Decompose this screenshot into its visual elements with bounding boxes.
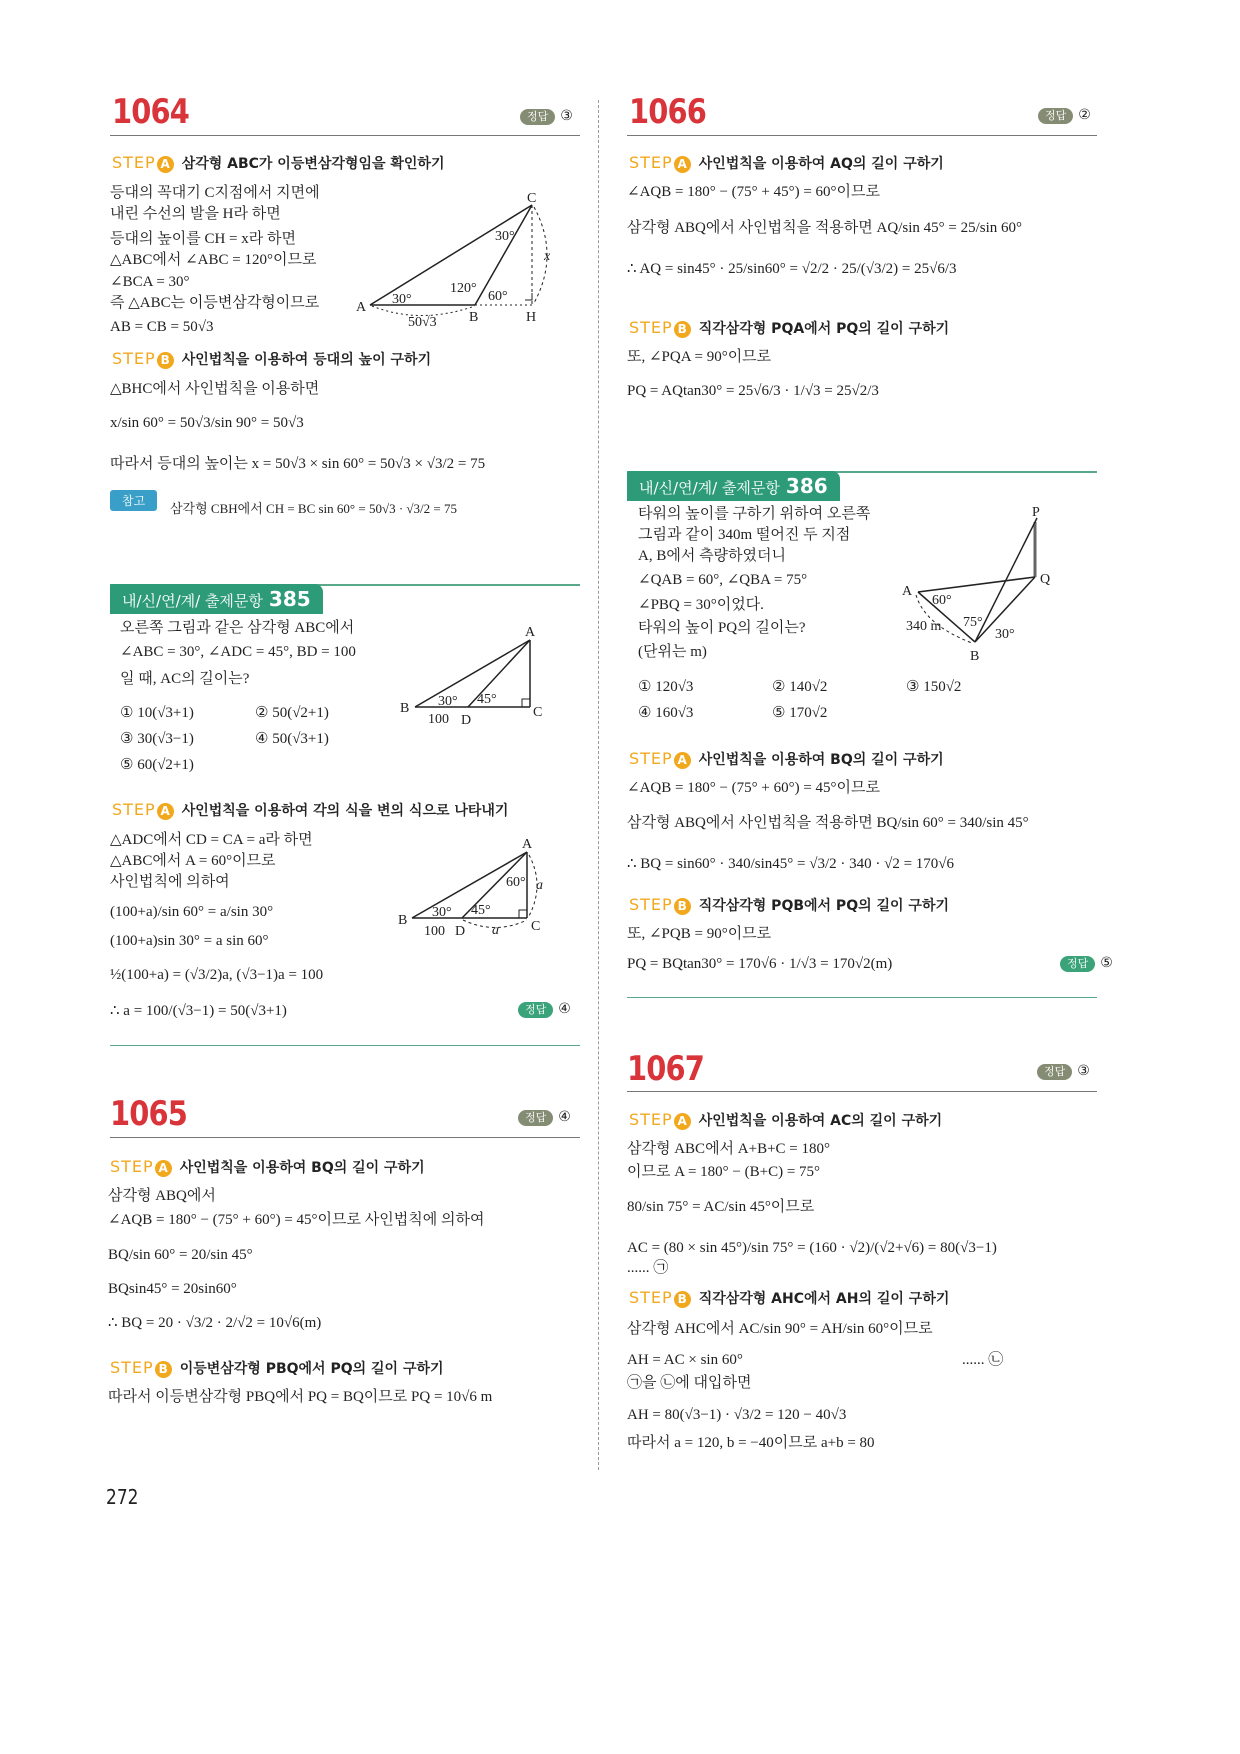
fig-label: A: [522, 837, 533, 852]
divider: [627, 997, 1097, 998]
answer-badge: 정답: [518, 1002, 553, 1018]
text-line: ∠BCA = 30°: [110, 274, 190, 290]
step-title: 삼각형 ABC가 이등변삼각형임을 확인하기: [181, 156, 445, 172]
text-line: 따라서 a = 120, b = −40이므로 a+b = 80: [627, 1435, 875, 1451]
text-line: △ABC에서 A = 60°이므로: [110, 853, 276, 869]
text-line: 등대의 높이를 CH = x라 하면: [110, 231, 296, 247]
text-line: 사인법칙에 의하여: [110, 874, 230, 890]
exam-box-header: [627, 471, 840, 501]
step-label: STEP: [629, 749, 673, 768]
step-label: STEP: [629, 895, 673, 914]
choice: ⑤ 60(√2+1): [120, 757, 194, 773]
choice: ④ 50(√3+1): [255, 731, 329, 747]
equation-mark: ...... ㉡: [962, 1352, 1004, 1368]
column-divider: [598, 100, 599, 1470]
choice: ① 10(√3+1): [120, 705, 194, 721]
fig-label: x: [544, 249, 551, 264]
question-line: ∠QAB = 60°, ∠QBA = 75°: [638, 572, 808, 588]
answer-badge: 정답: [520, 109, 555, 125]
answer-value: ④: [558, 1001, 571, 1017]
text-line: AB = CB = 50√3: [110, 319, 214, 335]
equation: BQsin45° = 20sin60°: [108, 1281, 237, 1297]
equation: ∴ BQ = sin60° · 340/sin45° = √3/2 · 340 · √2 = 170√6: [627, 856, 955, 872]
problem-number: 1067: [627, 1049, 705, 1089]
equation: 따라서 등대의 높이는 x = 50√3 × sin 60° = 50√3 × √3/2 = 75: [110, 456, 486, 472]
text-line: 등대의 꼭대기 C지점에서 지면에: [110, 185, 320, 201]
divider: [110, 1137, 580, 1138]
step-title: 사인법칙을 이용하여 BQ의 길이 구하기: [179, 1160, 425, 1176]
exam-number: 386: [785, 474, 828, 498]
choice: ③ 150√2: [906, 679, 962, 695]
equation: AH = 80(√3−1) · √3/2 = 120 − 40√3: [627, 1407, 847, 1423]
step-label: STEP: [629, 1110, 673, 1129]
step-badge: B: [674, 898, 691, 915]
fig-label: C: [533, 705, 543, 720]
step-label: STEP: [110, 1157, 154, 1176]
step-label: STEP: [629, 153, 673, 172]
answer: [1037, 1063, 1090, 1080]
fig-label: D: [455, 924, 466, 939]
text-line: 즉 △ABC는 이등변삼각형이므로: [110, 295, 320, 311]
exam-box-label: 내/신/연/계/ 출제문항: [122, 592, 263, 610]
text-line: ∠AQB = 180° − (75° + 60°) = 45°이므로: [627, 780, 881, 796]
text-line: △ABC에서 ∠ABC = 120°이므로: [110, 252, 317, 268]
question-line: 일 때, AC의 길이는?: [120, 671, 250, 687]
step-title: 직각삼각형 PQA에서 PQ의 길이 구하기: [698, 321, 950, 337]
choice: ⑤ 170√2: [772, 705, 828, 721]
step-b-heading: [112, 350, 431, 369]
fig-label: 30°: [995, 627, 1015, 642]
step-label: STEP: [629, 318, 673, 337]
choice: ② 50(√2+1): [255, 705, 329, 721]
step-title: 사인법칙을 이용하여 등대의 높이 구하기: [181, 352, 432, 368]
fig-label: 30°: [495, 229, 515, 244]
answer-badge: 정답: [1060, 956, 1095, 972]
fig-label: 30°: [438, 694, 458, 709]
step-title: 이등변삼각형 PBQ에서 PQ의 길이 구하기: [179, 1361, 444, 1377]
equation: BQ/sin 60° = 20/sin 45°: [108, 1247, 253, 1263]
problem-number: 1066: [629, 92, 707, 132]
answer-value: ③: [1077, 1063, 1090, 1079]
answer: [1038, 107, 1091, 124]
answer-value: ⑤: [1100, 955, 1113, 971]
equation: PQ = AQtan30° = 25√6/3 · 1/√3 = 25√2/3: [627, 383, 879, 399]
step-label: STEP: [112, 349, 156, 368]
problem-number: 1065: [110, 1094, 188, 1134]
page-number: 272: [106, 1485, 139, 1509]
fig-label: 45°: [471, 903, 491, 918]
step-badge: B: [155, 1361, 172, 1378]
equation: 80/sin 75° = AC/sin 45°이므로: [627, 1199, 815, 1215]
step-a-heading: [112, 154, 444, 173]
fig-label: a: [492, 923, 499, 938]
text-line: ∠AQB = 180° − (75° + 60°) = 45°이므로 사인법칙에 의하여: [108, 1212, 485, 1228]
equation: (100+a)sin 30° = a sin 60°: [110, 933, 269, 949]
equation: AC = (80 × sin 45°)/sin 75° = (160 · √2)/(√2+√6) = 80(√3−1): [627, 1240, 997, 1256]
question-line: 그림과 같이 340m 떨어진 두 지점: [638, 527, 851, 543]
fig-label: A: [525, 625, 536, 640]
step-label: STEP: [629, 1288, 673, 1307]
step-a-heading: [110, 1158, 425, 1177]
question-line: ∠ABC = 30°, ∠ADC = 45°, BD = 100: [120, 644, 356, 660]
text-line: 삼각형 ABC에서 A+B+C = 180°: [627, 1141, 831, 1157]
fig-label: 340 m: [906, 619, 942, 634]
step-a-heading: [629, 154, 944, 173]
fig-label: B: [469, 310, 479, 325]
fig-label: 100: [428, 712, 449, 727]
fig-label: B: [400, 701, 410, 716]
step-title: 사인법칙을 이용하여 각의 식을 변의 식으로 나타내기: [181, 803, 509, 819]
text-line: △BHC에서 사인법칙을 이용하면: [110, 381, 320, 397]
problem-number: 1064: [112, 92, 190, 132]
fig-label: 120°: [450, 281, 477, 296]
step-badge: A: [674, 1113, 691, 1130]
step-badge: B: [157, 352, 174, 369]
exam-number: 385: [268, 587, 311, 611]
fig-label: B: [970, 649, 980, 664]
equation: ∴ a = 100/(√3−1) = 50(√3+1): [110, 1003, 287, 1019]
fig-label: B: [398, 913, 408, 928]
step-label: STEP: [110, 1358, 154, 1377]
note-badge: 참고: [110, 490, 157, 511]
question-line: A, B에서 측량하였더니: [638, 548, 787, 564]
fig-label: 60°: [932, 593, 952, 608]
text-line: 삼각형 ABQ에서: [108, 1188, 216, 1204]
exam-box-label: 내/신/연/계/ 출제문항: [639, 479, 780, 497]
fig-label: 50√3: [408, 315, 437, 330]
question-line: ∠PBQ = 30°이었다.: [638, 597, 764, 613]
divider: [627, 135, 1097, 136]
fig-label: P: [1032, 505, 1040, 520]
text-line: △ADC에서 CD = CA = a라 하면: [110, 832, 313, 848]
fig-label: 45°: [477, 692, 497, 707]
step-badge: A: [157, 156, 174, 173]
fig-label: C: [527, 191, 537, 206]
divider: [110, 1045, 580, 1046]
choice: ③ 30(√3−1): [120, 731, 194, 747]
fig-label: Q: [1040, 572, 1051, 587]
equation: x/sin 60° = 50√3/sin 90° = 50√3: [110, 415, 304, 431]
text-line: 또, ∠PQA = 90°이므로: [627, 349, 772, 365]
step-a-heading: [629, 1111, 942, 1130]
answer-badge: 정답: [518, 1110, 553, 1126]
step-badge: A: [674, 156, 691, 173]
fig-label: 30°: [392, 292, 412, 307]
equation: 삼각형 AHC에서 AC/sin 90° = AH/sin 60°이므로: [627, 1321, 933, 1337]
step-title: 사인법칙을 이용하여 AQ의 길이 구하기: [698, 156, 944, 172]
step-badge: B: [674, 1291, 691, 1308]
equation: ∴ BQ = 20 · √3/2 · 2/√2 = 10√6(m): [108, 1315, 322, 1331]
question-line: 타워의 높이를 구하기 위하여 오른쪽: [638, 506, 871, 522]
fig-label: C: [531, 919, 541, 934]
note-text: 삼각형 CBH에서 CH = BC sin 60° = 50√3 · √3/2 = 75: [170, 501, 457, 516]
step-b-heading: [629, 896, 949, 915]
fig-label: 75°: [963, 615, 983, 630]
fig-label: 100: [424, 924, 445, 939]
fig-label: H: [526, 310, 537, 325]
question-line: 타워의 높이 PQ의 길이는?: [638, 620, 806, 636]
text-line: 따라서 이등변삼각형 PBQ에서 PQ = BQ이므로 PQ = 10√6 m: [108, 1389, 493, 1405]
answer-value: ②: [1078, 107, 1091, 123]
fig-label: A: [902, 584, 913, 599]
answer: [1060, 955, 1113, 972]
step-badge: A: [157, 803, 174, 820]
text-line: 또, ∠PQB = 90°이므로: [627, 926, 772, 942]
equation: 삼각형 ABQ에서 사인법칙을 적용하면 AQ/sin 45° = 25/sin 60°: [627, 220, 1022, 236]
fig-label: a: [536, 878, 543, 893]
step-label: STEP: [112, 800, 156, 819]
text-line: ∠AQB = 180° − (75° + 45°) = 60°이므로: [627, 184, 881, 200]
equation: ½(100+a) = (√3/2)a, (√3−1)a = 100: [110, 967, 324, 983]
choice: ① 120√3: [638, 679, 694, 695]
step-b-heading: [629, 319, 949, 338]
step-title: 사인법칙을 이용하여 BQ의 길이 구하기: [698, 752, 944, 768]
text-line: 내린 수선의 발을 H라 하면: [110, 206, 281, 222]
equation: 삼각형 ABQ에서 사인법칙을 적용하면 BQ/sin 60° = 340/sin 45°: [627, 815, 1029, 831]
step-a-heading: [629, 750, 944, 769]
step-b-heading: [629, 1289, 949, 1308]
equation: (100+a)/sin 60° = a/sin 30°: [110, 904, 274, 920]
answer-badge: 정답: [1037, 1064, 1072, 1080]
step-badge: A: [155, 1160, 172, 1177]
answer: [520, 108, 573, 125]
choice: ② 140√2: [772, 679, 828, 695]
step-a-heading: [112, 801, 508, 820]
step-badge: B: [674, 321, 691, 338]
answer-value: ③: [560, 108, 573, 124]
fig-label: A: [356, 300, 367, 315]
exam-box-header: [110, 584, 323, 614]
answer: [518, 1001, 571, 1018]
divider: [110, 135, 580, 136]
equation-mark: ...... ㉠: [627, 1260, 669, 1276]
equation: AH = AC × sin 60°: [627, 1352, 743, 1368]
step-title: 직각삼각형 AHC에서 AH의 길이 구하기: [698, 1291, 950, 1307]
divider: [627, 1091, 1097, 1092]
step-badge: A: [674, 752, 691, 769]
step-b-heading: [110, 1359, 444, 1378]
step-title: 직각삼각형 PQB에서 PQ의 길이 구하기: [698, 898, 949, 914]
text-line: ㉠을 ㉡에 대입하면: [627, 1375, 752, 1391]
answer-value: ④: [558, 1109, 571, 1125]
fig-label: 60°: [506, 875, 526, 890]
fig-label: D: [461, 713, 472, 728]
equation: ∴ AQ = sin45° · 25/sin60° = √2/2 · 25/(√3/2) = 25√6/3: [627, 261, 957, 277]
answer: [518, 1109, 571, 1126]
step-title: 사인법칙을 이용하여 AC의 길이 구하기: [698, 1113, 943, 1129]
fig-label: 60°: [488, 289, 508, 304]
question-line: (단위는 m): [638, 644, 707, 660]
choice: ④ 160√3: [638, 705, 694, 721]
text-line: 이므로 A = 180° − (B+C) = 75°: [627, 1164, 821, 1180]
step-label: STEP: [112, 153, 156, 172]
answer-badge: 정답: [1038, 108, 1073, 124]
equation: PQ = BQtan30° = 170√6 · 1/√3 = 170√2(m): [627, 956, 893, 972]
question-line: 오른쪽 그림과 같은 삼각형 ABC에서: [120, 620, 355, 636]
fig-label: 30°: [432, 905, 452, 920]
